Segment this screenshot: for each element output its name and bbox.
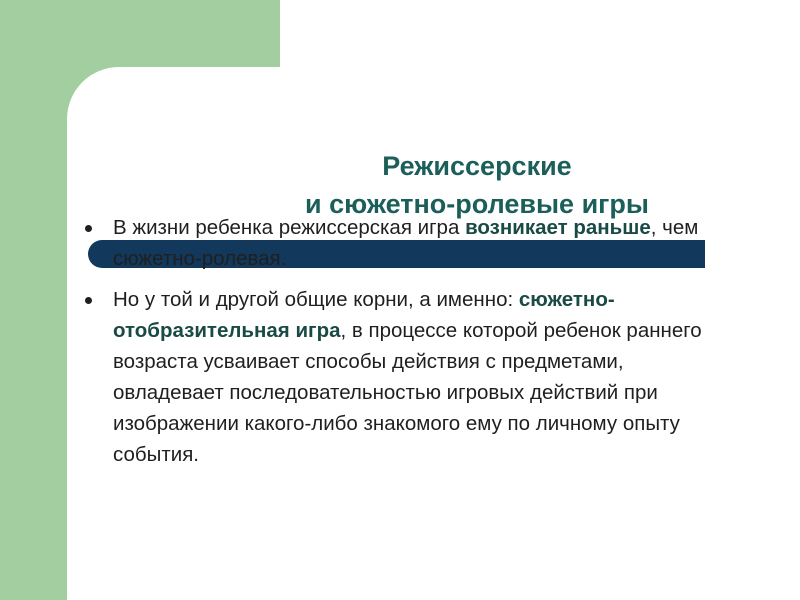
slide-title-line-2: и сюжетно-ролевые игры	[305, 189, 649, 219]
bullet-2-emphasis: сюжетно-отобразительная игра	[113, 288, 615, 342]
bullet-dot-icon	[85, 225, 92, 232]
bullet-list	[85, 212, 725, 480]
bullet-item-1	[85, 212, 725, 274]
bullet-dot-icon	[85, 297, 92, 304]
bullet-1-emphasis: возникает раньше	[465, 216, 651, 239]
bullet-item-2	[85, 284, 725, 470]
bullet-2-text-end: , в процессе которой ребенок раннего возраста усваивает способы действия с предметами, овладевает последовательностью игровых действий при изображении какого-либо знакомого ему по личному опыту события.	[113, 319, 702, 466]
bullet-1-text-end: , чем сюжетно-ролевая.	[113, 216, 699, 270]
slide-title-line-1: Режиссерские	[382, 151, 572, 181]
bullet-1-text-start: В жизни ребенка режиссерская игра	[113, 216, 466, 239]
bullet-2-text-start: Но у той и другой общие корни, а именно:	[113, 288, 519, 311]
